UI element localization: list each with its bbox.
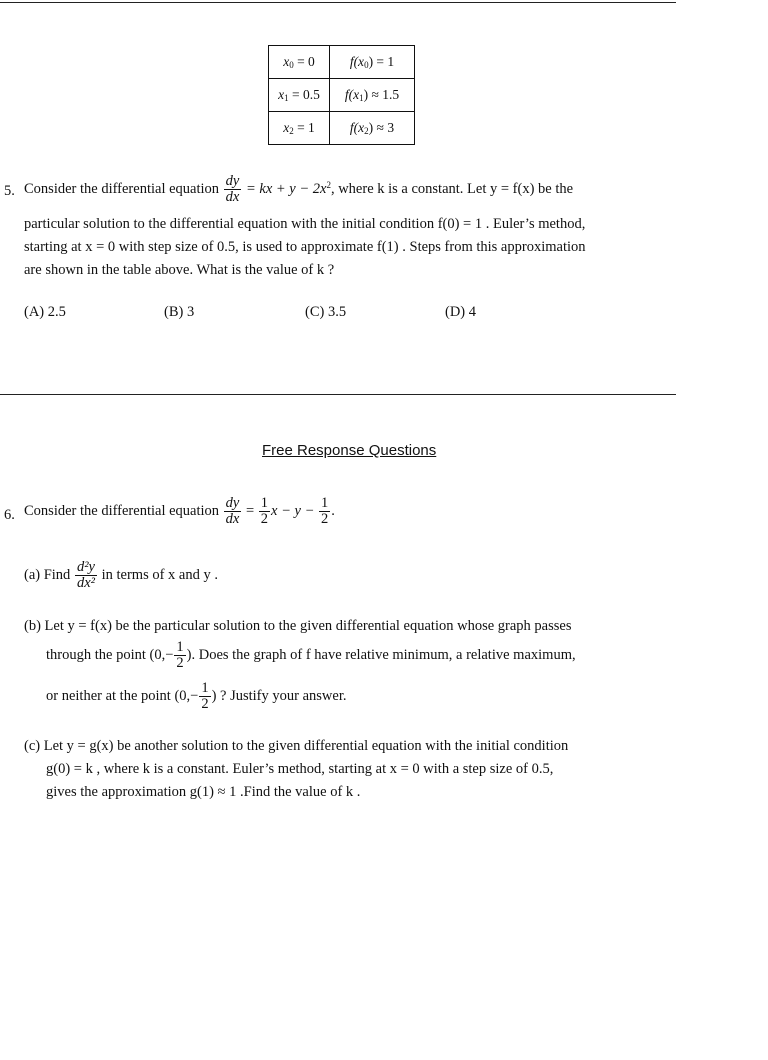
choice-a[interactable]: (A) 2.5 — [24, 304, 66, 320]
question-6-number: 6. — [4, 507, 15, 523]
part-c-line-2: g(0) = k , where k is a constant. Euler’s method, starting at x = 0 with a step size of 0.5, — [46, 761, 554, 777]
half-fraction: $\frac{1}{2}$ — [320, 495, 329, 528]
part-a: (a) Find $\frac{\text{d²y}}{\text{dx²}}$ in terms of x and y . — [24, 559, 218, 592]
part-b-line-1: (b) Let y = f(x) be the particular solution to the given differential equation whose graph passes — [24, 618, 572, 634]
table-cell: $f(x_1) \approx 1.5$ — [330, 79, 415, 112]
free-response-heading: Free Response Questions — [262, 442, 437, 459]
part-b-line-3: or neither at the point (0,− $\frac{1}{2}$ ) ? Justify your answer. — [46, 680, 347, 713]
half-fraction: $\frac{1}{2}$ — [201, 680, 209, 713]
question-5-line-1-end: , where k is a constant. Let y = f(x) be the — [330, 181, 574, 198]
table-cell: $x_1 = 0.5$ — [269, 79, 330, 112]
question-5-intro: Consider the differential equation — [24, 181, 220, 198]
derivative-fraction: $\frac{dy}{dx}$ — [225, 495, 240, 528]
derivative-fraction: $\frac{dy}{dx}$ — [225, 173, 240, 206]
top-divider — [0, 2, 676, 3]
table-cell: $f(x_2) \approx 3$ — [330, 112, 415, 145]
question-5-number: 5. — [4, 183, 15, 199]
table-row — [269, 112, 415, 145]
equation-rhs: = kx + y − 2x — [242, 181, 327, 198]
table-row — [269, 79, 415, 112]
euler-table — [268, 45, 415, 145]
second-derivative-fraction: $\frac{\text{d²y}}{\text{dx²}}$ — [76, 559, 95, 592]
question-5-line-4: are shown in the table above. What is the value of k ? — [24, 262, 335, 278]
choice-b[interactable]: (B) 3 — [164, 304, 195, 320]
part-c-line-3: gives the approximation g(1) ≈ 1 .Find the value of k . — [46, 784, 361, 800]
question-6-equation: Consider the differential equation $\frac{dy}{dx}$ = $\frac{1}{2}$ x − y − $\frac{1}{2}$ . — [24, 495, 335, 528]
table-row — [269, 46, 415, 79]
part-c-line-1: (c) Let y = g(x) be another solution to the given differential equation with the initial condition — [24, 738, 569, 754]
table-cell: $x_2 = 1$ — [269, 112, 330, 145]
half-fraction: $\frac{1}{2}$ — [260, 495, 269, 528]
part-b-line-2: through the point (0,− $\frac{1}{2}$ ). Does the graph of f have relative minimum, a relative maximum, — [46, 639, 576, 672]
table-cell: $x_0 = 0$ — [269, 46, 330, 79]
choice-c[interactable]: (C) 3.5 — [305, 304, 347, 320]
question-5-line-3: starting at x = 0 with step size of 0.5, is used to approximate f(1) . Steps from this approximation — [24, 239, 586, 255]
section-divider — [0, 394, 676, 395]
question-5-line-1: Consider the differential equation $\frac{dy}{dx}$ = kx + $y - 2x^2$, where k is a constant. Let y = f(x) be the — [24, 173, 574, 206]
table-cell: $f(x_0) = 1$ — [330, 46, 415, 79]
half-fraction: $\frac{1}{2}$ — [176, 639, 184, 672]
question-5-line-2: particular solution to the differential equation with the initial condition f(0) = 1 . Euler’s method, — [24, 216, 586, 232]
choice-d[interactable]: (D) 4 — [445, 304, 477, 320]
